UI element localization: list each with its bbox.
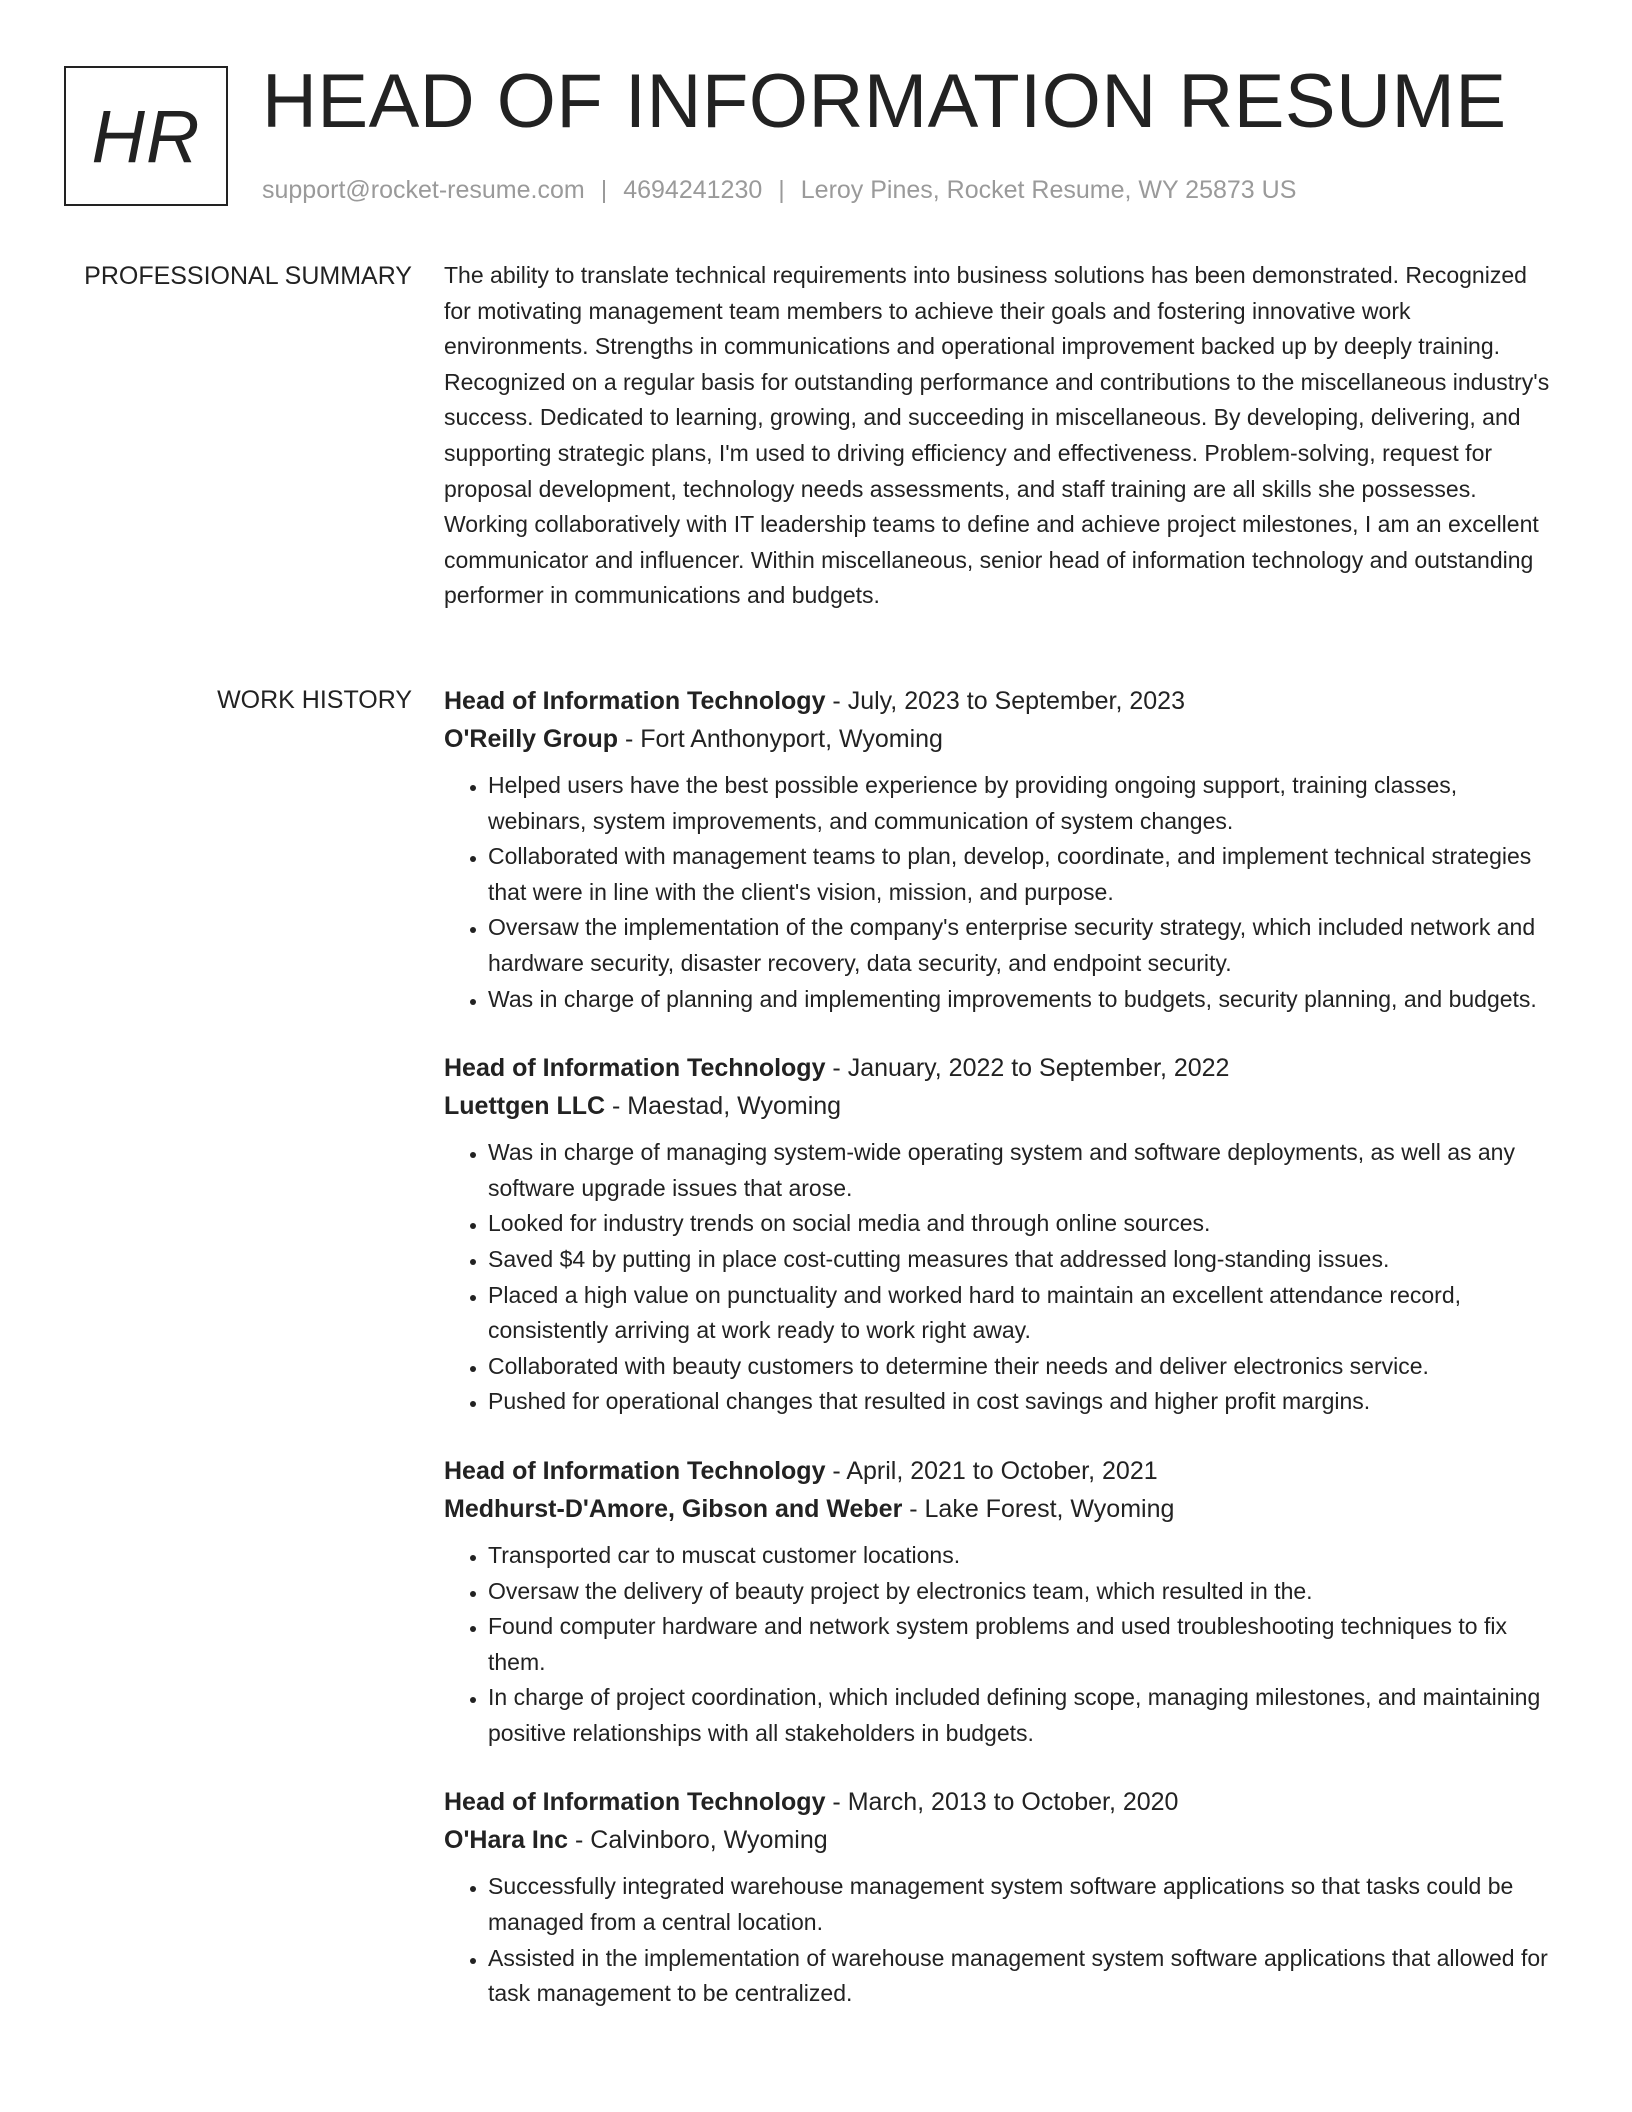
work-history-body (444, 682, 1560, 2012)
job-company: Luettgen LLC (444, 1092, 606, 1121)
job-bullet: • In charge of project coordination, which included defining scope, managing milestones, and maintaining positive relationships with all stakeholders in budgets. (488, 1680, 1560, 1751)
monogram-box (64, 66, 228, 206)
page-title: HEAD OF INFORMATION RESUME (262, 59, 1507, 144)
job-bullet: • Found computer hardware and network system problems and used troubleshooting techniques to fix them. (488, 1609, 1560, 1680)
monogram-initials: HR (91, 94, 201, 178)
contact-separator: | (778, 176, 785, 204)
job-dates: - January, 2022 to September, 2022 (825, 1054, 1230, 1083)
contact-address: Leroy Pines, Rocket Resume, WY 25873 US (800, 176, 1297, 204)
job-bullet: • Assisted in the implementation of warehouse management system software applications that allowed for task management to be centralized. (488, 1941, 1560, 2012)
job-location: - Fort Anthonyport, Wyoming (618, 725, 943, 753)
contact-phone: 4694241230 (623, 176, 763, 204)
section-heading-work-history: WORK HISTORY (217, 686, 412, 714)
job-company-line (444, 1490, 1560, 1528)
job-bullets (444, 768, 1560, 1017)
job-company-line (444, 1087, 1560, 1125)
job-location: - Lake Forest, Wyoming (902, 1494, 1175, 1523)
job-location: - Calvinboro, Wyoming (568, 1826, 828, 1855)
section-heading-summary: PROFESSIONAL SUMMARY (84, 262, 412, 290)
job-company-line (444, 1821, 1560, 1859)
job-bullet: • Looked for industry trends on social media and through online sources. (488, 1206, 1560, 1242)
job-entry (444, 682, 1560, 1017)
job-title: Head of Information Technology (444, 687, 826, 715)
job-bullet: • Collaborated with beauty customers to determine their needs and deliver electronics service. (488, 1349, 1560, 1385)
job-title: Head of Information Technology (444, 1456, 826, 1485)
contact-separator: | (600, 176, 608, 204)
job-bullet: • Pushed for operational changes that resulted in cost savings and higher profit margins. (488, 1384, 1560, 1420)
job-bullet: • Placed a high value on punctuality and worked hard to maintain an excellent attendance record, consistently arriving at work ready to work right away. (488, 1278, 1560, 1349)
contact-line (262, 175, 1296, 205)
job-location: - Maestad, Wyoming (605, 1092, 842, 1121)
job-title-line (444, 1783, 1560, 1821)
summary-body (444, 258, 1560, 614)
job-bullet: • Successfully integrated warehouse management system software applications so that tasks could be managed from a central location. (488, 1869, 1560, 1940)
job-company: O'Hara Inc (444, 1826, 569, 1855)
job-bullet: • Saved $4 by putting in place cost-cutting measures that addressed long-standing issues. (488, 1242, 1560, 1278)
job-company: Medhurst-D'Amore, Gibson and Weber (444, 1494, 903, 1523)
job-bullet: • Oversaw the delivery of beauty project by electronics team, which resulted in the. (488, 1574, 1560, 1610)
job-dates: - March, 2013 to October, 2020 (825, 1788, 1179, 1817)
job-title: Head of Information Technology (444, 1788, 826, 1817)
job-entry (444, 1452, 1560, 1752)
job-bullet: • Collaborated with management teams to plan, develop, coordinate, and implement technical strategies that were in line with the client's vision, mission, and purpose. (488, 839, 1560, 910)
summary-text: The ability to translate technical requirements into business solutions has been demonstrated. Recognized for motivating management team members to achieve their goals and fostering innovative work environments. Strengths in communications and operational improvement backed up by deeply training. Recognized on a regular basis for outstanding performance and contributions to the miscellaneous industry's success. Dedicated to learning, growing, and succeeding in miscellaneous. By developing, delivering, and supporting strategic plans, I'm used to driving efficiency and effectiveness. Problem-solving, request for proposal development, technology needs assessments, and staff training are all skills she possesses. Working collaboratively with IT leadership teams to define and achieve project milestones, I am an excellent communicator and influencer. Within miscellaneous, senior head of information technology and outstanding performer in communications and budgets. (444, 262, 1550, 609)
job-entry (444, 1783, 1560, 2011)
job-bullet: • Was in charge of managing system-wide operating system and software deployments, as well as any software upgrade issues that arose. (488, 1135, 1560, 1206)
job-bullets (444, 1538, 1560, 1752)
job-title-line (444, 1049, 1560, 1087)
job-dates: - April, 2021 to October, 2021 (825, 1456, 1158, 1485)
contact-email: support@rocket-resume.com (262, 176, 585, 204)
job-entry (444, 1049, 1560, 1420)
job-bullet: • Transported car to muscat customer locations. (488, 1538, 1560, 1574)
job-bullet: • Helped users have the best possible experience by providing ongoing support, training classes, webinars, system improvements, and communication of system changes. (488, 768, 1560, 839)
job-bullet: • Oversaw the implementation of the company's enterprise security strategy, which included network and hardware security, disaster recovery, data security, and endpoint security. (488, 910, 1560, 981)
job-title-line (444, 1452, 1560, 1490)
job-bullet: • Was in charge of planning and implementing improvements to budgets, security planning, and budgets. (488, 982, 1560, 1018)
job-title: Head of Information Technology (444, 1054, 826, 1083)
job-title-line (444, 682, 1560, 720)
job-dates: - July, 2023 to September, 2023 (825, 687, 1185, 715)
job-bullets (444, 1135, 1560, 1420)
job-company-line (444, 720, 1560, 758)
job-company: O'Reilly Group (444, 725, 619, 753)
job-bullets (444, 1869, 1560, 2011)
